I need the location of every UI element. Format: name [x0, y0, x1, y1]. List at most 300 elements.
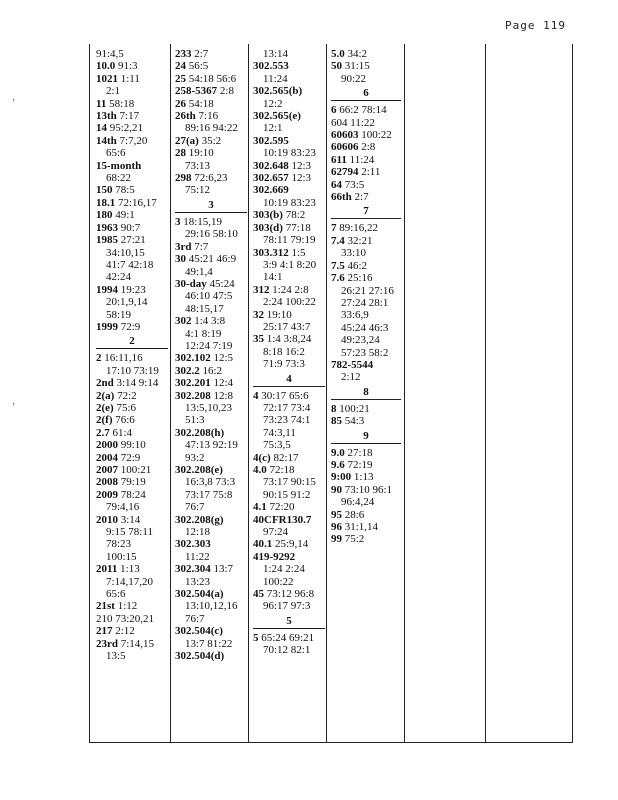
- index-term: 9.0: [331, 446, 345, 459]
- index-entry-continuation: 41:7 42:18: [106, 258, 154, 271]
- page-references: 72:19: [344, 458, 373, 471]
- index-entry-continuation: 33:6,9: [341, 309, 369, 322]
- index-entry-continuation: 13:14: [263, 48, 289, 60]
- section-header: 5: [253, 615, 325, 629]
- index-term: 302.595: [253, 134, 289, 147]
- index-entry-continuation: 100:22: [263, 575, 294, 588]
- index-term: 64: [331, 178, 342, 191]
- index-entry-continuation: 65:6: [106, 588, 126, 601]
- index-entry: [96, 638, 168, 650]
- page-references: 19:23: [118, 283, 146, 296]
- index-term: 6: [331, 104, 337, 117]
- index-entry-continuation: 90:22: [341, 72, 367, 85]
- page-references: 54:18 56:6: [186, 72, 237, 85]
- index-entry-continuation: 33:10: [341, 247, 367, 260]
- page-references: 2:12: [112, 625, 135, 638]
- index-entry-continuation: 48:15,17: [185, 302, 224, 315]
- index-term: 2011: [96, 563, 118, 576]
- index-entry: [331, 179, 401, 191]
- section-header: 7: [331, 205, 401, 219]
- page-references: 12:3: [288, 172, 312, 185]
- index-entry-continuation: 70:12 82:1: [263, 644, 311, 657]
- index-entry-continuation: 16:3,8 73:3: [185, 476, 236, 489]
- index-entry: [253, 247, 325, 259]
- index-entry: [253, 538, 325, 550]
- page-references: 1:13: [351, 471, 374, 484]
- index-term: 2.7: [96, 426, 110, 439]
- page-references: 72:9: [118, 320, 141, 333]
- index-entry: [331, 521, 401, 533]
- index-entry: [331, 459, 401, 471]
- index-entry: [175, 390, 247, 402]
- index-term: 1994: [96, 283, 118, 296]
- index-term: 24: [175, 60, 186, 73]
- index-entry-continuation: 57:23 58:2: [341, 346, 389, 359]
- page-references: 2:7: [191, 48, 209, 60]
- index-entry: [175, 147, 247, 159]
- index-entry-continuation: 1:24 2:24: [263, 563, 305, 576]
- index-term: 26th: [175, 110, 196, 123]
- index-entry: [331, 60, 401, 72]
- index-term: 96: [331, 521, 342, 533]
- index-entry: [331, 129, 401, 141]
- page-references: 13:7: [210, 563, 234, 576]
- index-term: 26: [175, 97, 186, 110]
- section-header: 6: [331, 87, 401, 101]
- page-references: 19:10: [264, 308, 292, 321]
- index-entry-continuation: 12:2: [263, 97, 283, 110]
- index-term: 302.504(c): [175, 625, 223, 638]
- index-entry-continuation: 93:2: [185, 451, 205, 464]
- index-entry: [331, 235, 401, 247]
- index-entry: [96, 464, 168, 476]
- page-references: 72:20: [266, 501, 295, 514]
- index-term: 2: [96, 352, 102, 365]
- page-references: 16:11,16: [101, 352, 143, 365]
- index-entry: [331, 117, 401, 129]
- page-references: 46:2: [344, 259, 368, 272]
- index-entry-continuation: 51:3: [185, 414, 205, 427]
- index-term: 302.102: [175, 352, 211, 365]
- index-term: 40.1: [253, 538, 273, 551]
- index-term: 302.657: [253, 172, 289, 185]
- index-entry-continuation: 68:22: [106, 172, 132, 185]
- page-references: 72:2: [114, 389, 137, 402]
- index-term: 60606: [331, 141, 359, 154]
- index-term: 302.208(g): [175, 513, 224, 526]
- index-term: 1021: [96, 72, 118, 85]
- index-entry: [253, 632, 325, 644]
- index-entry: [175, 352, 247, 364]
- page-references: 7:17: [116, 110, 140, 123]
- page-references: 7:7,20: [116, 134, 148, 147]
- page-references: 100:22: [358, 129, 392, 142]
- column-divider: [404, 44, 405, 742]
- page-references: 45:24: [206, 277, 235, 290]
- index-entry: [96, 600, 168, 612]
- page-references: 604 11:22: [331, 116, 375, 129]
- index-entry: [96, 427, 168, 439]
- page-references: 3:14 9:14: [113, 377, 159, 390]
- index-entry: [175, 278, 247, 290]
- index-term: 10.0: [96, 60, 116, 73]
- index-term: 9.6: [331, 458, 345, 471]
- index-entry: [331, 222, 401, 234]
- column-divider: [485, 44, 486, 742]
- index-term: 2(e): [96, 401, 114, 414]
- page-number: Page 119: [505, 19, 566, 32]
- index-term: 7: [331, 222, 337, 235]
- index-entry-continuation: 74:3,11: [263, 426, 296, 439]
- page-references: 7:16: [195, 110, 219, 123]
- index-term: 302.553: [253, 60, 289, 73]
- index-entry-continuation: 34:10,15: [106, 246, 145, 259]
- column-divider: [170, 44, 171, 742]
- page-references: 25:16: [344, 272, 373, 285]
- index-term: 303(b): [253, 209, 283, 222]
- index-entry-continuation: 10:19 83:23: [263, 147, 316, 160]
- index-entry: [253, 588, 325, 600]
- page-references: 12:5: [210, 352, 234, 365]
- index-entry: [331, 471, 401, 483]
- index-entry-continuation: 96:4,24: [341, 496, 375, 509]
- index-entry-continuation: 14:1: [263, 271, 283, 284]
- index-term: 180: [96, 209, 113, 222]
- index-entry: [331, 104, 401, 116]
- page-references: 45:21 46:9: [186, 253, 237, 266]
- index-term: 11: [96, 97, 107, 110]
- index-entry-continuation: 96:17 97:3: [263, 600, 311, 613]
- index-entry: [175, 48, 247, 60]
- index-entry: [96, 377, 168, 389]
- index-term: 23rd: [96, 637, 118, 650]
- index-term: 4(c): [253, 451, 271, 464]
- index-term: 1963: [96, 221, 118, 234]
- page-references: 54:3: [342, 415, 365, 428]
- index-term: 302.565(e): [253, 110, 301, 123]
- index-entry: [175, 538, 247, 550]
- index-term: 7.5: [331, 259, 345, 272]
- index-term: 4.0: [253, 464, 267, 476]
- index-entry-continuation: 73:17 90:15: [263, 476, 316, 489]
- index-entry: [96, 613, 168, 625]
- section-header: 4: [253, 373, 325, 387]
- index-entry: [175, 588, 247, 600]
- index-entry: [175, 135, 247, 147]
- index-entry: [96, 98, 168, 110]
- index-term: 25: [175, 72, 186, 85]
- index-entry: [96, 476, 168, 488]
- index-entry: [96, 563, 168, 575]
- index-entry-continuation: 73:17 75:8: [185, 488, 233, 501]
- index-term: 1999: [96, 320, 118, 333]
- index-term: 2010: [96, 513, 118, 526]
- page-references: 31:15: [342, 60, 370, 73]
- index-term: 2009: [96, 488, 118, 501]
- page-references: 30:17 65:6: [258, 389, 309, 402]
- index-entry: [175, 514, 247, 526]
- index-term: 5: [253, 631, 259, 644]
- index-entry: [331, 141, 401, 153]
- index-entry: [96, 402, 168, 414]
- index-term: 21st: [96, 600, 115, 613]
- index-entry: [331, 166, 401, 178]
- index-term: 62794: [331, 166, 359, 179]
- index-entry: [331, 533, 401, 545]
- index-term: 2007: [96, 464, 118, 476]
- page-references: 78:2: [282, 209, 306, 222]
- page-references: 27:21: [118, 234, 146, 247]
- index-term: 303.312: [253, 246, 289, 259]
- index-term: 9:00: [331, 471, 352, 484]
- index-entry: [96, 439, 168, 451]
- page-references: 3:14: [118, 513, 141, 526]
- page-references: 65:24 69:21: [258, 631, 315, 644]
- index-term: 150: [96, 184, 113, 197]
- index-entry-continuation: 12:18: [185, 526, 211, 539]
- index-entry-continuation: 10:19 83:23: [263, 196, 316, 209]
- index-entry: [175, 464, 247, 476]
- index-term: 298: [175, 172, 192, 185]
- page-references: 91:3: [115, 60, 138, 73]
- page-references: 1:5: [288, 246, 306, 259]
- page-references: 31:1,14: [342, 521, 379, 533]
- index-entry: [253, 333, 325, 345]
- page-references: 91:4,5: [96, 48, 124, 60]
- index-entry-continuation: 13:10,12,16: [185, 600, 238, 613]
- index-entry: [175, 365, 247, 377]
- index-term: 2nd: [96, 377, 114, 390]
- index-entry: [175, 73, 247, 85]
- index-entry-continuation: 29:16 58:10: [185, 228, 238, 241]
- index-entry: [253, 110, 325, 122]
- index-entry-continuation: 12:1: [263, 122, 283, 135]
- index-term: 99: [331, 533, 342, 546]
- page-references: 12:4: [210, 377, 234, 390]
- index-entry: [96, 209, 168, 221]
- index-term: 50: [331, 60, 342, 73]
- index-entry: [253, 501, 325, 513]
- index-entry: [175, 85, 247, 97]
- index-term: 782-5544: [331, 358, 374, 371]
- index-term: 611: [331, 153, 347, 166]
- index-entry: [331, 154, 401, 166]
- index-term: 4: [253, 389, 259, 402]
- index-entry: [253, 452, 325, 464]
- section-header: 9: [331, 430, 401, 444]
- index-entry: [96, 625, 168, 637]
- index-term: 14th: [96, 134, 117, 147]
- page-references: 72:16,17: [115, 196, 157, 209]
- index-entry-continuation: 76:7: [185, 612, 205, 625]
- index-entry: [331, 484, 401, 496]
- index-entry: [331, 359, 401, 371]
- index-entry-continuation: 97:24: [263, 526, 289, 539]
- index-entry: [331, 509, 401, 521]
- index-entry-continuation: 42:24: [106, 271, 132, 284]
- index-term: 233: [175, 48, 192, 60]
- index-entry: [96, 60, 168, 72]
- index-entry: [96, 73, 168, 85]
- index-entry-continuation: 78:23: [106, 538, 132, 551]
- page-references: 32:21: [344, 234, 373, 247]
- index-entry: [253, 551, 325, 563]
- page-references: 54:18: [186, 97, 214, 110]
- page-references: 89:16,22: [336, 222, 379, 235]
- index-term: 30-day: [175, 277, 207, 290]
- index-term: 66th: [331, 191, 352, 204]
- page-references: 35:2: [198, 134, 222, 147]
- index-entry: [96, 110, 168, 122]
- index-entry: [331, 403, 401, 415]
- index-term: 419-9292: [253, 550, 296, 563]
- margin-tick: ‚: [12, 396, 16, 407]
- index-entry-continuation: 2:12: [341, 371, 361, 384]
- page-references: 66:2 78:14: [336, 104, 387, 117]
- index-term: 40CFR130.7: [253, 513, 312, 526]
- index-entry-continuation: 78:11 79:19: [263, 234, 316, 247]
- index-entry-continuation: 25:17 43:7: [263, 320, 311, 333]
- page-references: 79:19: [118, 476, 146, 489]
- index-term: 1985: [96, 234, 118, 247]
- index-entry-continuation: 73:23 74:1: [263, 414, 311, 427]
- index-entry: [96, 321, 168, 333]
- index-entry-continuation: 73:13: [185, 159, 211, 172]
- index-term: 302.208(e): [175, 464, 223, 476]
- page-references: 28:6: [342, 508, 365, 521]
- page-references: 75:2: [342, 533, 365, 546]
- index-entry-continuation: 76:7: [185, 501, 205, 514]
- page-references: 73:10 96:1: [342, 483, 393, 496]
- index-term: 2004: [96, 451, 118, 464]
- index-entry: [175, 377, 247, 389]
- page-references: 7:14,15: [118, 637, 155, 650]
- index-entry-continuation: 45:24 46:3: [341, 321, 389, 334]
- index-entry: [253, 222, 325, 234]
- index-term: 302.504(d): [175, 650, 225, 663]
- page-references: 77:18: [282, 221, 311, 234]
- index-term: 30: [175, 253, 186, 266]
- index-term: 302.304: [175, 563, 211, 576]
- index-entry-continuation: 47:13 92:19: [185, 439, 238, 452]
- page-references: 72:18: [266, 464, 295, 476]
- page-references: 56:5: [186, 60, 209, 73]
- page-references: 12:8: [210, 389, 234, 402]
- index-entry: [96, 352, 168, 364]
- index-column-4: [331, 48, 401, 546]
- index-entry: [331, 272, 401, 284]
- index-entry: [175, 625, 247, 637]
- index-term: 312: [253, 283, 270, 296]
- index-column-2: [175, 48, 247, 663]
- page-references: 34:2: [344, 48, 368, 60]
- index-entry-continuation: 49:1,4: [185, 265, 213, 278]
- index-entry: [96, 489, 168, 501]
- index-entry: [253, 390, 325, 402]
- index-entry: [96, 414, 168, 426]
- index-term: 3rd: [175, 240, 192, 253]
- index-term: 302.208(h): [175, 426, 225, 439]
- index-term: 7.6: [331, 272, 345, 285]
- page-references: 2:7: [351, 191, 369, 204]
- section-header: 2: [96, 335, 168, 349]
- index-term: 5.0: [331, 48, 345, 60]
- page-references: 1:4 3:8,24: [264, 333, 312, 346]
- index-term: 15-month: [96, 159, 142, 172]
- index-entry: [175, 650, 247, 662]
- index-entry-continuation: 46:10 47:5: [185, 290, 233, 303]
- index-term: 27(a): [175, 134, 199, 147]
- index-term: 302.208: [175, 389, 211, 402]
- index-entry-continuation: 9:15 78:11: [106, 526, 153, 539]
- index-entry: [96, 184, 168, 196]
- index-entry-continuation: 20:1,9,14: [106, 296, 148, 309]
- index-entry-continuation: 2:1: [106, 85, 121, 98]
- page-references: 95:2,21: [107, 122, 144, 135]
- index-entry: [331, 447, 401, 459]
- index-entry: [253, 184, 325, 196]
- index-entry-continuation: 65:6: [106, 147, 126, 160]
- index-term: 302.201: [175, 377, 211, 390]
- index-term: 18.1: [96, 196, 116, 209]
- index-entry: [96, 160, 168, 172]
- index-term: 35: [253, 333, 264, 346]
- index-term: 302.303: [175, 538, 211, 551]
- page-references: 73:12 96:8: [264, 588, 315, 601]
- index-entry: [331, 48, 401, 60]
- index-entry: [331, 191, 401, 203]
- index-term: 302.669: [253, 184, 289, 197]
- index-entry-continuation: 26:21 27:16: [341, 284, 394, 297]
- index-entry-continuation: 75:12: [185, 184, 211, 197]
- index-entry: [175, 241, 247, 253]
- page-references: 82:17: [270, 451, 299, 464]
- index-entry-continuation: 90:15 91:2: [263, 488, 311, 501]
- index-entry-continuation: 79:4,16: [106, 501, 140, 514]
- index-entry-continuation: 49:23,24: [341, 334, 380, 347]
- index-entry: [96, 135, 168, 147]
- page-references: 78:24: [118, 488, 146, 501]
- section-header: 3: [175, 199, 247, 213]
- page-references: 78:5: [112, 184, 135, 197]
- index-term: 2(a): [96, 389, 115, 402]
- index-entry: [331, 260, 401, 272]
- index-entry: [96, 514, 168, 526]
- index-term: 302.648: [253, 159, 289, 172]
- page-references: 1:11: [118, 72, 140, 85]
- page-references: 7:7: [191, 240, 209, 253]
- index-entry: [96, 390, 168, 402]
- index-entry-continuation: 27:24 28:1: [341, 296, 389, 309]
- index-term: 302.565(b): [253, 85, 303, 98]
- index-entry: [175, 253, 247, 265]
- index-term: 95: [331, 508, 342, 521]
- index-entry: [175, 172, 247, 184]
- index-term: 28: [175, 147, 186, 160]
- index-entry-continuation: 4:1 8:19: [185, 327, 222, 340]
- index-entry: [253, 284, 325, 296]
- index-entry: [175, 98, 247, 110]
- index-entry-continuation: 75:3,5: [263, 439, 291, 452]
- index-entry: [96, 197, 168, 209]
- page-references: 18:15,19: [180, 215, 223, 228]
- index-entry: [96, 284, 168, 296]
- page-references: 100:21: [118, 464, 152, 476]
- index-entry: [331, 415, 401, 427]
- page-references: 76:6: [112, 414, 135, 427]
- index-entry-continuation: 2:24 100:22: [263, 296, 316, 309]
- index-entry: [175, 60, 247, 72]
